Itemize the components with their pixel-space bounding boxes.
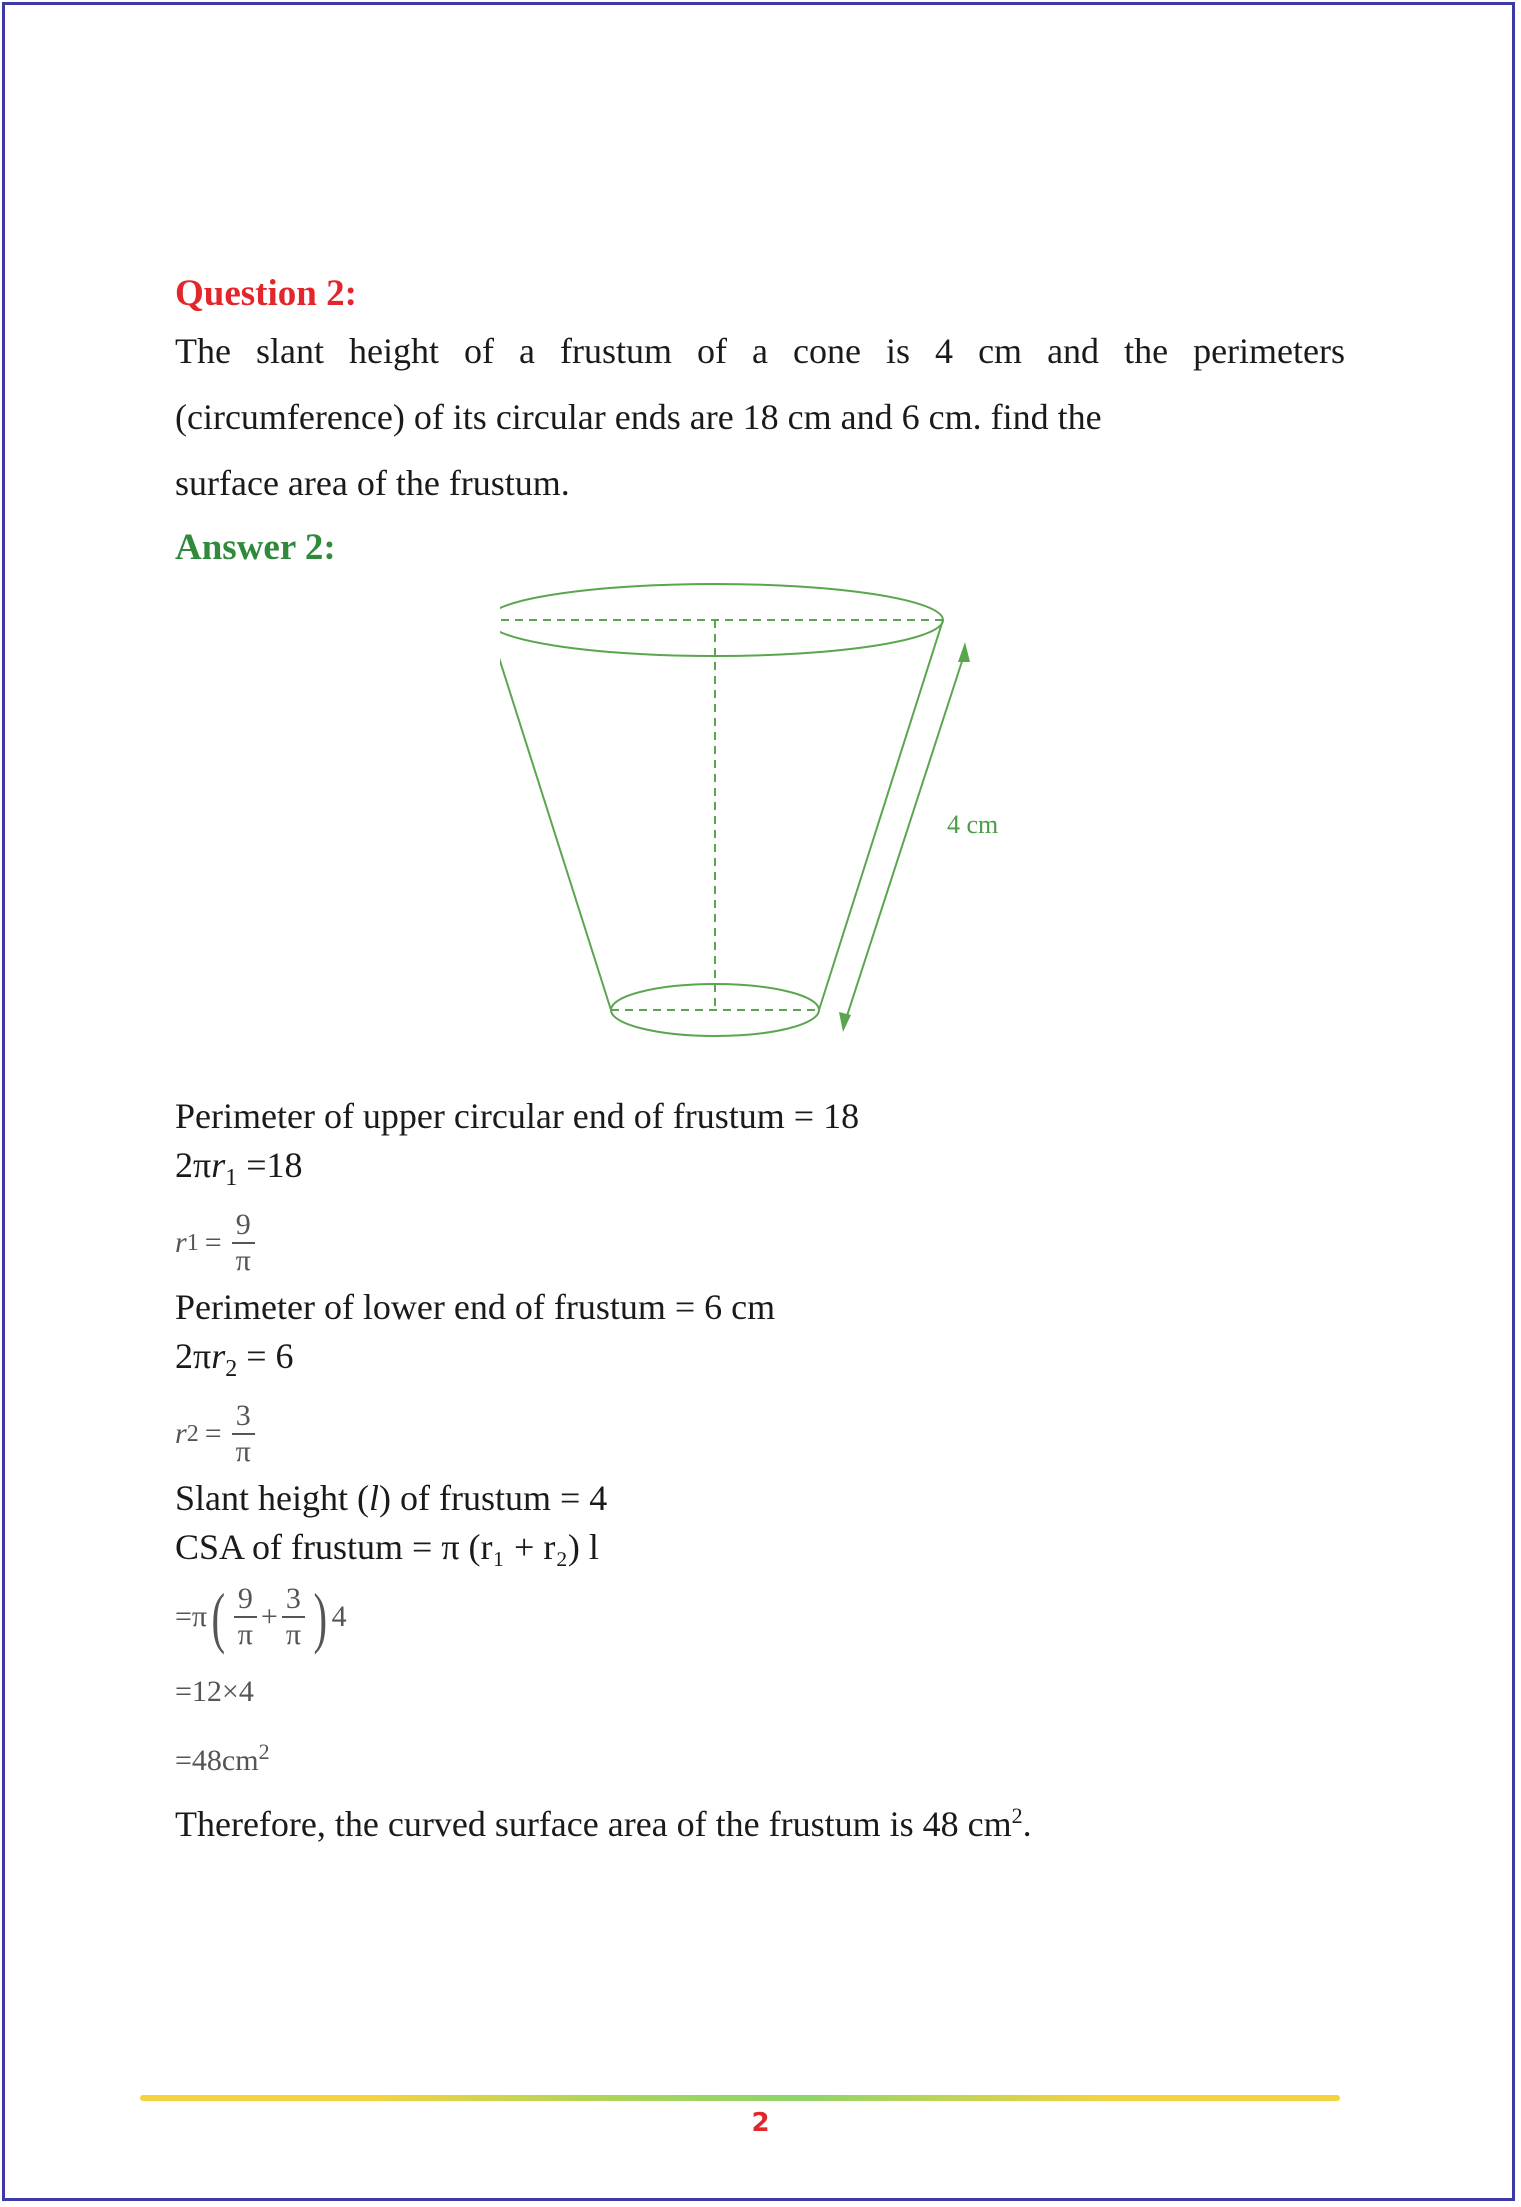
step-2pi-r2-pre: 2π (175, 1336, 212, 1377)
answer-heading: Answer 2: (175, 527, 336, 568)
arrow-head-bottom (839, 1012, 851, 1032)
conclusion-pre: Therefore, the curved surface area of the frustum is 48 cm (175, 1804, 1012, 1845)
question-heading: Question 2: (175, 273, 357, 314)
step-upper-perimeter: Perimeter of upper circular end of frustum = 18 (175, 1096, 860, 1136)
step-lower-perimeter: Perimeter of lower end of frustum = 6 cm (175, 1287, 776, 1328)
right-slant-edge (819, 620, 943, 1010)
csa-fraction-a (234, 1582, 257, 1652)
step-slant-height (175, 1474, 1345, 1523)
step-2pi-r1-var: r (211, 1145, 226, 1185)
r2-fraction (232, 1399, 255, 1469)
csa-b-denominator: π (282, 1616, 305, 1652)
r1-sub: 1 (186, 1229, 199, 1256)
page-number: 2 (751, 2108, 770, 2138)
conclusion-sup: 2 (1011, 1803, 1023, 1829)
conclusion (175, 1791, 1345, 1849)
question-text (175, 318, 1345, 516)
frustum-figure (175, 572, 1345, 1092)
step-2pi-r1-pre: 2π (175, 1145, 212, 1185)
conclusion-post: . (1022, 1804, 1032, 1845)
step-2pi-r2-sub: 2 (225, 1356, 238, 1383)
step-12x4: =12×4 (175, 1675, 254, 1709)
question-line-3: surface area of the frustum. (175, 463, 570, 503)
arrow-head-top (958, 642, 970, 662)
r1-fraction (232, 1208, 255, 1278)
r2-sub: 2 (186, 1420, 199, 1447)
step-slant-post: ) of frustum = 4 (379, 1478, 608, 1519)
step-slant-pre: Slant height ( (175, 1478, 369, 1519)
r1-var: r (175, 1226, 187, 1260)
step-48cm2-sup: 2 (258, 1739, 270, 1765)
csa-a-numerator: 9 (237, 1582, 253, 1616)
step-2pi-r2 (175, 1332, 1345, 1394)
r1-denominator: π (232, 1242, 255, 1278)
r1-numerator: 9 (235, 1208, 251, 1242)
csa-multiplier: 4 (331, 1600, 347, 1634)
step-csa-formula: CSA of frustum = π (r₁ + r₂) l (175, 1527, 599, 1568)
csa-a-denominator: π (234, 1616, 257, 1652)
r1-equation: r 1 = $\frac{9}{\pi}$ (175, 1203, 1345, 1283)
question-line-1: The slant height of a frustum of a cone is 4 cm and the perimeters (175, 331, 1345, 371)
slant-height-label: 4 cm (947, 810, 999, 839)
step-48cm2 (175, 1722, 1345, 1791)
step-2pi-r1-post: =18 (237, 1145, 303, 1185)
page-content (175, 270, 1345, 1849)
r2-var: r (175, 1417, 187, 1451)
csa-substitution: =π ( $\frac{9}{\pi}$ + $\frac{3}{\pi}$ ) 4 (175, 1579, 347, 1656)
left-slant-edge (500, 620, 611, 1010)
upper-end-ellipse (500, 584, 943, 656)
r2-numerator: 3 (235, 1399, 251, 1433)
step-2pi-r2-var: r (211, 1336, 226, 1377)
frustum-diagram (500, 572, 1020, 1082)
step-2pi-r1-sub: 1 (225, 1165, 238, 1192)
footer-divider (140, 2095, 1340, 2101)
question-line-2: (circumference) of its circular ends are 18 cm and 6 cm. find the (175, 397, 1102, 437)
csa-fraction-b (282, 1582, 305, 1652)
r2-denominator: π (232, 1433, 255, 1469)
step-2pi-r2-post: = 6 (237, 1336, 294, 1377)
r2-equation: r 2 = $\frac{3}{\pi}$ (175, 1394, 1345, 1474)
step-48cm2-pre: =48cm (175, 1744, 259, 1778)
csa-b-numerator: 3 (285, 1582, 301, 1616)
step-2pi-r1 (175, 1141, 1345, 1203)
step-slant-var: l (368, 1478, 379, 1519)
